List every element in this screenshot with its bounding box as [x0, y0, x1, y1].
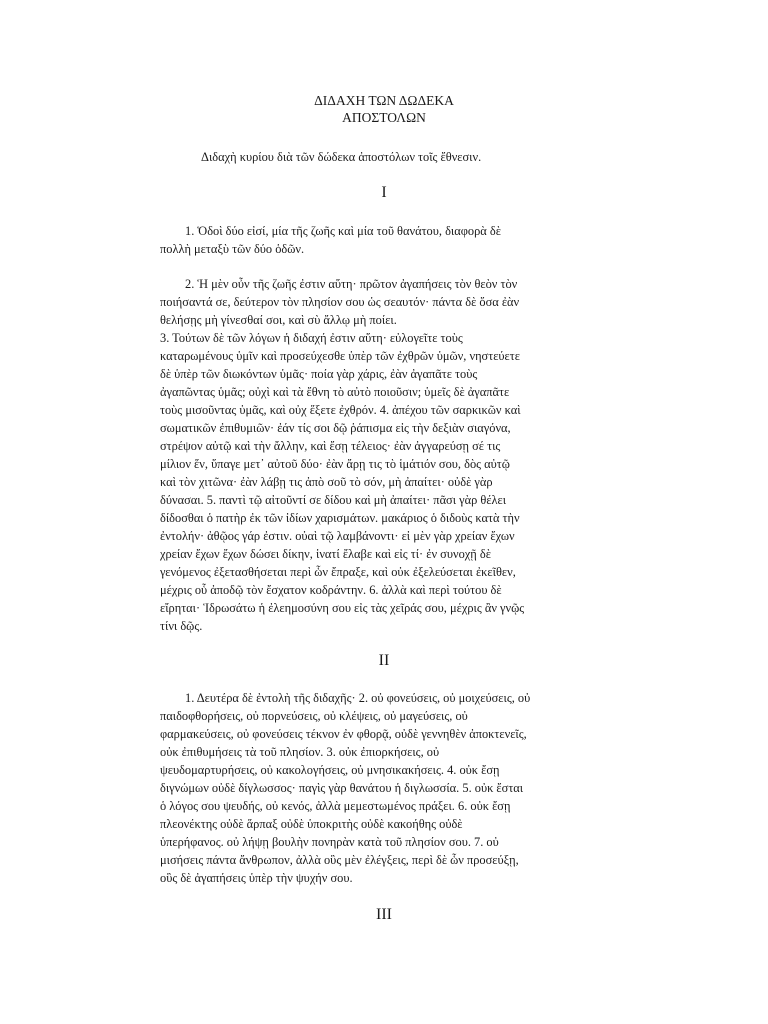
subtitle: Διδαχὴ κυρίου διὰ τῶν δώδεκα ἀποστόλων τοῖς ἔθνεσιν.: [201, 150, 482, 164]
section-numeral-1: I: [381, 184, 387, 201]
text-line: καὶ τὸν χιτῶνα· ἐὰν λάβῃ τις ἀπὸ σοῦ τὸ σόν, μὴ ἀπαίτει· οὐδὲ γὰρ: [160, 475, 493, 489]
text-line: οὐκ ἐπιθυμήσεις τὰ τοῦ πλησίον. 3. οὐκ ἐπιορκήσεις, οὐ: [160, 745, 440, 759]
text-line: ψευδομαρτυρήσεις, οὐ κακολογήσεις, οὐ μνησικακήσεις. 4. οὐκ ἔσῃ: [160, 763, 500, 777]
text-line: τίνι δῷς.: [160, 619, 203, 633]
text-line: ποιήσαντά σε, δεύτερον τὸν πλησίον σου ὡς σεαυτόν· πάντα δὲ ὅσα ἐὰν: [160, 295, 520, 309]
section-numeral-3: III: [376, 906, 392, 923]
text-line: δίδοσθαι ὁ πατὴρ ἐκ τῶν ἰδίων χαρισμάτων. μακάριος ὁ διδοὺς κατὰ τὴν: [160, 511, 520, 525]
text-line: ἐντολήν· ἀθῷος γάρ ἐστιν. οὐαὶ τῷ λαμβάνοντι· εἰ μὲν γὰρ χρείαν ἔχων: [160, 529, 515, 543]
text-line: διγνώμων οὐδὲ δίγλωσσος· παγὶς γὰρ θανάτου ἡ διγλωσσία. 5. οὐκ ἔσται: [160, 781, 524, 795]
text-line: 1. Δευτέρα δὲ ἐντολὴ τῆς διδαχῆς· 2. οὐ φονεύσεις, οὐ μοιχεύσεις, οὐ: [185, 691, 531, 705]
text-line: εἴρηται· Ἱδρωσάτω ἡ ἐλεημοσύνη σου εἰς τὰς χεῖράς σου, μέχρις ἂν γνῷς: [160, 601, 525, 615]
text-line: ἀγαπῶντας ὑμᾶς; οὐχὶ καὶ τὰ ἔθνη τὸ αὐτὸ ποιοῦσιν; ὑμεῖς δὲ ἀγαπᾶτε: [160, 385, 510, 399]
text-line: 3. Τούτων δὲ τῶν λόγων ἡ διδαχή ἐστιν αὕτη· εὐλογεῖτε τοὺς: [160, 331, 463, 345]
text-line: μισήσεις πάντα ἄνθρωπον, ἀλλὰ οὓς μὲν ἐλέγξεις, περὶ δὲ ὧν προσεύξῃ,: [160, 853, 519, 867]
text-line: θελήσῃς μὴ γίνεσθαί σοι, καὶ σὺ ἄλλῳ μὴ ποίει.: [160, 313, 397, 327]
text-line: στρέψον αὐτῷ καὶ τὴν ἄλλην, καὶ ἔσῃ τέλειος· ἐὰν ἀγγαρεύσῃ σέ τις: [160, 439, 501, 453]
text-line: δὲ ὑπὲρ τῶν διωκόντων ὑμᾶς· ποία γὰρ χάρις, ἐὰν ἀγαπᾶτε τοὺς: [160, 367, 478, 381]
text-line: δύνασαι. 5. παντὶ τῷ αἰτοῦντί σε δίδου καὶ μὴ ἀπαίτει· πᾶσι γὰρ θέλει: [160, 493, 507, 507]
text-line: καταρωμένους ὑμῖν καὶ προσεύχεσθε ὑπὲρ τῶν ἐχθρῶν ὑμῶν, νηστεύετε: [160, 349, 520, 363]
section-numeral-2: II: [378, 652, 390, 669]
title-line-1: ΔΙΔΑΧΗ ΤΩΝ ΔΩΔΕΚΑ: [314, 93, 454, 108]
text-line: μέχρις οὗ ἀποδῷ τὸν ἔσχατον κοδράντην. 6. ἀλλὰ καὶ περὶ τούτου δὲ: [160, 583, 502, 597]
text-line: παιδοφθορήσεις, οὐ πορνεύσεις, οὐ κλέψεις, οὐ μαγεύσεις, οὐ: [160, 709, 468, 723]
text-line: πολλὴ μεταξὺ τῶν δύο ὁδῶν.: [160, 242, 305, 256]
text-line: σωματικῶν ἐπιθυμιῶν· ἐάν τίς σοι δῷ ῥάπισμα εἰς τὴν δεξιὰν σιαγόνα,: [160, 421, 511, 435]
text-line: γενόμενος ἐξετασθήσεται περὶ ὧν ἔπραξε, καὶ οὐκ ἐξελεύσεται ἐκεῖθεν,: [160, 565, 516, 579]
text-line: χρείαν ἔχων ἔχων δώσει δίκην, ἱνατί ἔλαβε καὶ εἰς τί· ἐν συνοχῇ δὲ: [160, 547, 491, 561]
text-line: οὓς δὲ ἀγαπήσεις ὑπὲρ τὴν ψυχήν σου.: [160, 871, 353, 885]
text-line: τοὺς μισοῦντας ὑμᾶς, καὶ οὐχ ἕξετε ἐχθρόν. 4. ἀπέχου τῶν σαρκικῶν καὶ: [160, 403, 521, 417]
title-line-2: ΑΠΟΣΤΟΛΩΝ: [342, 110, 426, 125]
text-line: 1. Ὁδοὶ δύο εἰσί, μία τῆς ζωῆς καὶ μία τοῦ θανάτου, διαφορὰ δὲ: [185, 224, 501, 238]
text-line: 2. Ἡ μὲν οὖν τῆς ζωῆς ἐστιν αὕτη· πρῶτον ἀγαπήσεις τὸν θεὸν τὸν: [185, 277, 518, 291]
text-line: ὁ λόγος σου ψευδής, οὐ κενός, ἀλλὰ μεμεστωμένος πράξει. 6. οὐκ ἔσῃ: [160, 799, 511, 813]
text-line: πλεονέκτης οὐδὲ ἅρπαξ οὐδὲ ὑποκριτὴς οὐδὲ κακοήθης οὐδὲ: [160, 817, 463, 831]
text-line: ὑπερήφανος. οὐ λήψῃ βουλὴν πονηρὰν κατὰ τοῦ πλησίον σου. 7. οὐ: [160, 835, 499, 849]
text-line: μίλιον ἕν, ὕπαγε μετ᾽ αὐτοῦ δύο· ἐὰν ἄρῃ τις τὸ ἱμάτιόν σου, δὸς αὐτῷ: [160, 457, 510, 471]
text-line: φαρμακεύσεις, οὐ φονεύσεις τέκνον ἐν φθορᾷ, οὐδὲ γεννηθὲν ἀποκτενεῖς,: [160, 727, 527, 741]
